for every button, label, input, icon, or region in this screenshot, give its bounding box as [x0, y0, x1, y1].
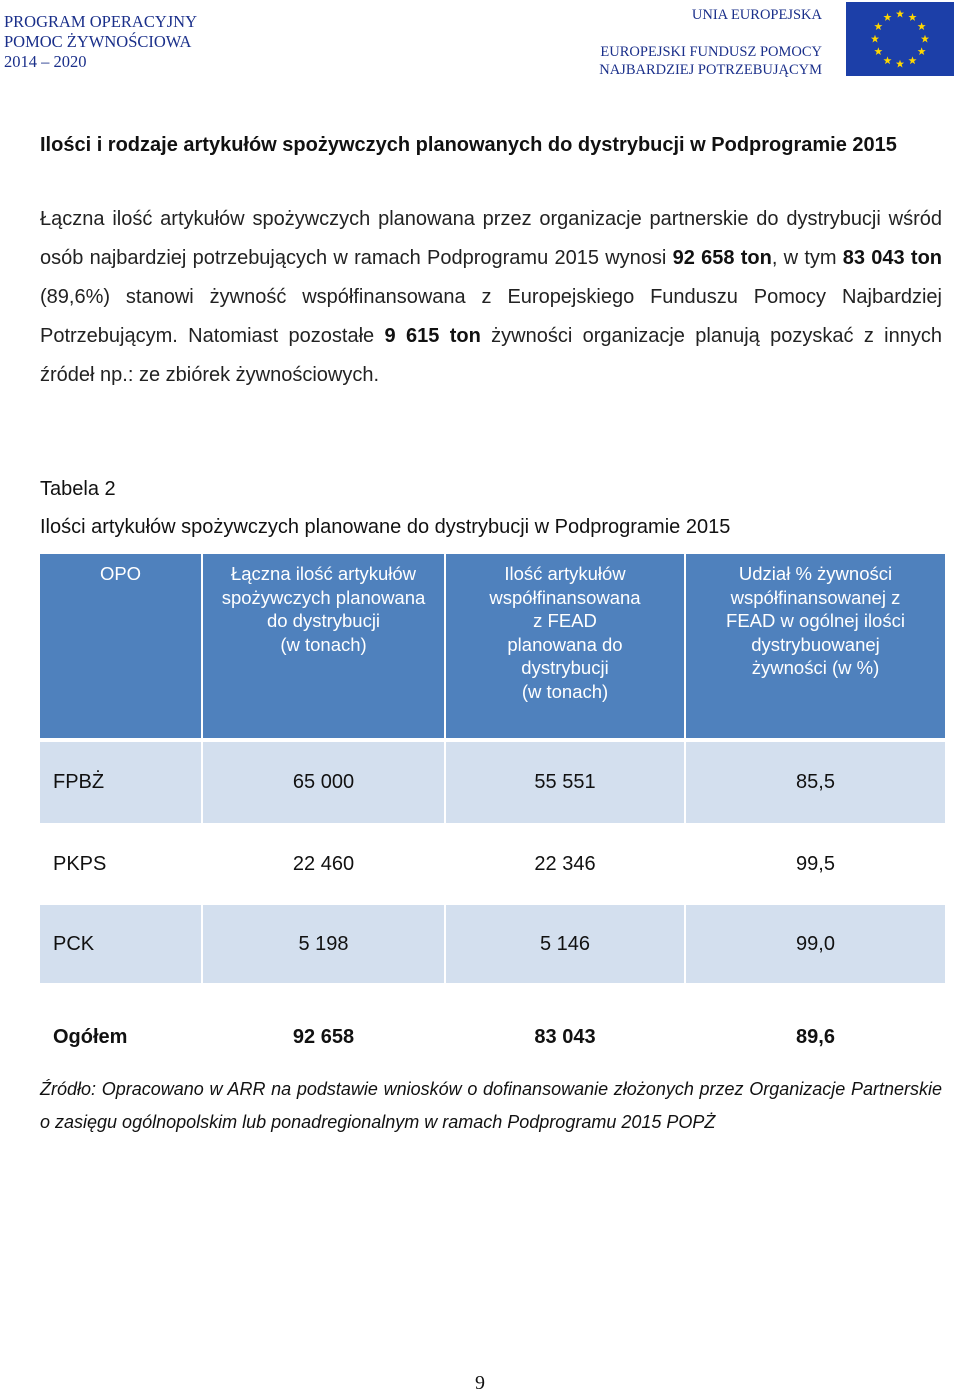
- column-header-line: z FEAD: [533, 610, 597, 631]
- table-row: [40, 824, 945, 904]
- value-cell: 65 000: [202, 740, 445, 824]
- paragraph-bold-cofinanced: 83 043 ton: [842, 247, 943, 269]
- paragraph-bold-total: 92 658 ton: [672, 247, 772, 269]
- program-period: 2014 – 2020: [4, 52, 87, 71]
- paragraph-text: żywności organizacje planują pozyskać z innych źródeł np.: ze zbiórek żywnościowych.: [40, 325, 942, 386]
- value-cell: 99,0: [685, 904, 945, 984]
- eu-label: UNIA EUROPEJSKA: [691, 7, 822, 23]
- column-header-line: żywności (w %): [751, 657, 880, 678]
- table-body: [40, 740, 945, 1091]
- value-cell: 85,5: [685, 740, 945, 824]
- table-caption-number: Tabela 2: [40, 478, 116, 500]
- column-header-line: dystrybucji: [521, 657, 609, 678]
- column-header-line: do dystrybucji: [266, 610, 381, 631]
- program-title-line: PROGRAM OPERACYJNY: [4, 12, 197, 31]
- table-caption-title: Ilości artykułów spożywczych planowane do dystrybucji w Podprogramie 2015: [40, 516, 731, 538]
- organization-cell: PCK: [40, 904, 202, 984]
- fund-name-line: EUROPEJSKI FUNDUSZ POMOCY: [600, 44, 822, 60]
- eu-flag-icon: [846, 2, 954, 76]
- paragraph-text: Łączna ilość artykułów spożywczych planowana przez organizacje partnerskie do dystrybucji wśród osób najbardziej potrzebujących w ramach Podprogramu 2015 wynosi: [40, 208, 942, 269]
- organization-cell: PKPS: [40, 824, 202, 904]
- paragraph-text: , w tym: [771, 247, 843, 269]
- value-cell: 22 346: [445, 824, 685, 904]
- value-cell: 22 460: [202, 824, 445, 904]
- table-row: [40, 904, 945, 984]
- column-header: [202, 554, 445, 740]
- organization-cell: Ogółem: [40, 984, 202, 1091]
- distribution-table: [40, 554, 945, 1092]
- column-header-line: Łączna ilość artykułów: [230, 563, 417, 584]
- column-header-line: Udział % żywności: [738, 563, 893, 584]
- column-header-line: OPO: [99, 563, 142, 584]
- program-title-line: POMOC ŻYWNOŚCIOWA: [4, 32, 192, 51]
- column-header-line: (w tonach): [280, 633, 367, 655]
- column-header-line: FEAD w ogólnej ilości: [726, 610, 905, 631]
- program-title: [4, 12, 197, 72]
- fund-name-line: NAJBARDZIEJ POTRZEBUJĄCYM: [599, 62, 822, 78]
- table-row: [40, 740, 945, 824]
- value-cell: 89,6: [685, 984, 945, 1091]
- value-cell: 99,5: [685, 824, 945, 904]
- source-note: Źródło: Opracowano w ARR na podstawie wniosków o dofinansowanie złożonych przez Organizacje Partnerskie o zasięgu ogólnopolskim lub ponadregionalnym w ramach Podprogramu 2015 POPŻ: [40, 1079, 942, 1132]
- column-header-line: planowana do: [507, 633, 623, 655]
- value-cell: 83 043: [445, 984, 685, 1091]
- column-header-line: współfinansowana: [489, 586, 641, 608]
- organization-cell: FPBŻ: [40, 740, 202, 824]
- value-cell: 5 146: [445, 904, 685, 984]
- column-header-line: współfinansowanej z: [730, 586, 901, 608]
- column-header: [40, 554, 202, 740]
- paragraph-text: (89,6%) stanowi żywność współfinansowana z Europejskiego Funduszu Pomocy Najbardziej Potrzebującym. Natomiast pozostałe: [40, 286, 942, 347]
- value-cell: 5 198: [202, 904, 445, 984]
- column-header-line: Ilość artykułów: [504, 563, 626, 584]
- column-header: [445, 554, 685, 740]
- column-header-line: dystrybuowanej: [751, 633, 880, 655]
- column-header-line: spożywczych planowana: [221, 586, 426, 608]
- table-header-row: [40, 554, 945, 740]
- section-heading: Ilości i rodzaje artykułów spożywczych planowanych do dystrybucji w Podprogramie 2015: [40, 134, 897, 156]
- section-paragraph: [40, 200, 942, 395]
- column-header-line: (w tonach): [521, 680, 609, 702]
- column-header: [685, 554, 945, 740]
- value-cell: 55 551: [445, 740, 685, 824]
- value-cell: 92 658: [202, 984, 445, 1091]
- paragraph-bold-remaining: 9 615 ton: [384, 325, 481, 347]
- fund-title: [599, 6, 822, 79]
- page-number: 9: [475, 1372, 485, 1394]
